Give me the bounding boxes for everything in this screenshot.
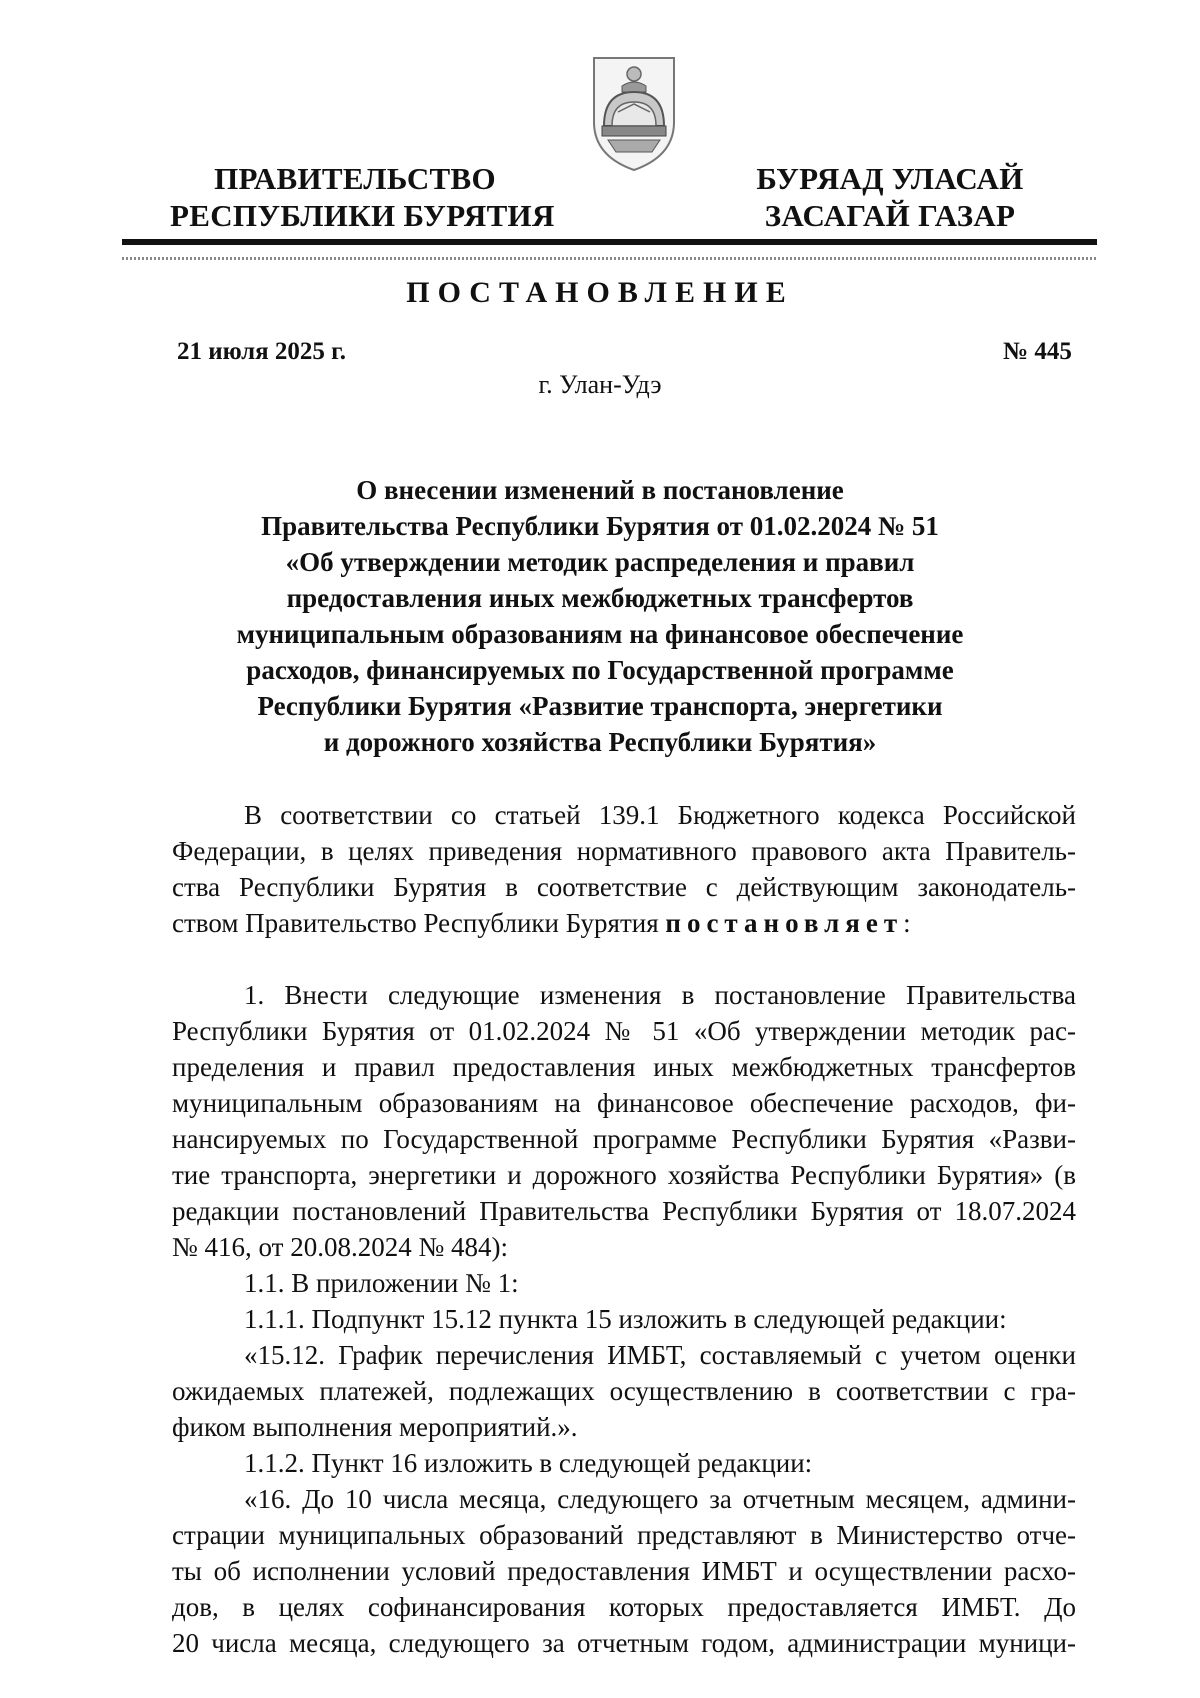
header-right-line2: ЗАСАГАЙ ГАЗАР — [764, 198, 1016, 233]
preamble-line: В соответствии со статьей 139.1 Бюджетного кодекса Российской — [244, 800, 1076, 830]
document-title — [170, 472, 1030, 760]
preamble-text: ством Правительство Республики Бурятия — [172, 908, 666, 938]
title-line: Республики Бурятия «Развитие транспорта, энергетики — [257, 691, 943, 721]
preamble-line: ства Республики Бурятия в соответствие с действующим законодатель- — [172, 872, 1076, 902]
title-line: Правительства Республики Бурятия от 01.02.2024 № 51 — [261, 511, 939, 541]
item-1-line: тие транспорта, энергетики и дорожного хозяйства Республики Бурятия» (в — [172, 1160, 1076, 1190]
title-line: расходов, финансируемых по Государственной программе — [246, 655, 954, 685]
document-number: № 445 — [1003, 338, 1072, 365]
government-name-buryat — [745, 160, 1035, 234]
title-line: и дорожного хозяйства Республики Бурятия» — [323, 727, 877, 757]
item-1-line: № 416, от 20.08.2024 № 484): — [172, 1232, 508, 1262]
resolves-word: постановляет — [665, 908, 904, 938]
item-1-line: 1. Внести следующие изменения в постановление Правительства — [244, 980, 1076, 1010]
document-city: г. Улан-Удэ — [538, 370, 662, 399]
preamble-last-line — [172, 905, 1076, 941]
quote-line: ты об исполнении условий предоставления ИМБТ и осуществлении расхо- — [172, 1556, 1076, 1586]
header-left-line2: РЕСПУБЛИКИ БУРЯТИЯ — [170, 198, 555, 233]
quote-line: фиком выполнения мероприятий.». — [172, 1412, 578, 1442]
document-date: 21 июля 2025 г. — [177, 338, 346, 365]
title-line: О внесении изменений в постановление — [356, 475, 844, 505]
item-1-1-1: 1.1.1. Подпункт 15.12 пункта 15 изложить в следующей редакции: — [244, 1304, 1007, 1334]
item-1 — [172, 977, 1076, 1265]
coat-of-arms-icon — [588, 52, 680, 174]
government-name-russian — [170, 160, 555, 234]
item-1-line: нансируемых по Государственной программе Республики Бурятия «Разви- — [172, 1124, 1076, 1154]
item-1-line: муниципальным образованиям на финансовое обеспечение расходов, фи- — [172, 1088, 1076, 1118]
title-line: муниципальным образованиям на финансовое обеспечение — [236, 619, 964, 649]
quote-16 — [172, 1481, 1076, 1661]
title-line: предоставления иных межбюджетных трансфертов — [286, 583, 914, 613]
quote-15-12 — [172, 1337, 1076, 1445]
document-body — [172, 797, 1076, 1661]
item-1-line: пределения и правил предоставления иных межбюджетных трансфертов — [172, 1052, 1076, 1082]
paragraph-gap — [172, 941, 1076, 977]
item-1-1: 1.1. В приложении № 1: — [244, 1268, 519, 1298]
item-1-line: Республики Бурятия от 01.02.2024 № 51 «Об утверждении методик рас- — [172, 1016, 1076, 1046]
preamble-colon: : — [903, 908, 911, 938]
header-right-line1: БУРЯАД УЛАСАЙ — [756, 161, 1024, 196]
title-line: «Об утверждении методик распределения и правил — [285, 547, 915, 577]
document-type: ПОСТАНОВЛЕНИЕ — [406, 276, 794, 309]
header-divider-thin — [122, 257, 1097, 260]
header-left-line1: ПРАВИТЕЛЬСТВО — [214, 161, 496, 196]
quote-line: ожидаемых платежей, подлежащих осуществлению в соответствии с гра- — [172, 1376, 1076, 1406]
item-1-1-2: 1.1.2. Пункт 16 изложить в следующей редакции: — [244, 1448, 813, 1478]
quote-line: дов, в целях софинансирования которых предоставляется ИМБТ. До — [172, 1592, 1076, 1622]
quote-line: «16. До 10 числа месяца, следующего за отчетным месяцем, админи- — [244, 1484, 1076, 1514]
preamble-paragraph — [172, 797, 1076, 941]
header-divider-thick — [122, 239, 1097, 245]
quote-line: 20 числа месяца, следующего за отчетным годом, администрации муници- — [172, 1628, 1076, 1658]
preamble-line: Федерации, в целях приведения нормативного правового акта Правитель- — [172, 836, 1076, 866]
quote-line: «15.12. График перечисления ИМБТ, составляемый с учетом оценки — [244, 1340, 1076, 1370]
item-1-line: редакции постановлений Правительства Республики Бурятия от 18.07.2024 — [172, 1196, 1076, 1226]
quote-line: страции муниципальных образований представляют в Министерство отче- — [172, 1520, 1076, 1550]
